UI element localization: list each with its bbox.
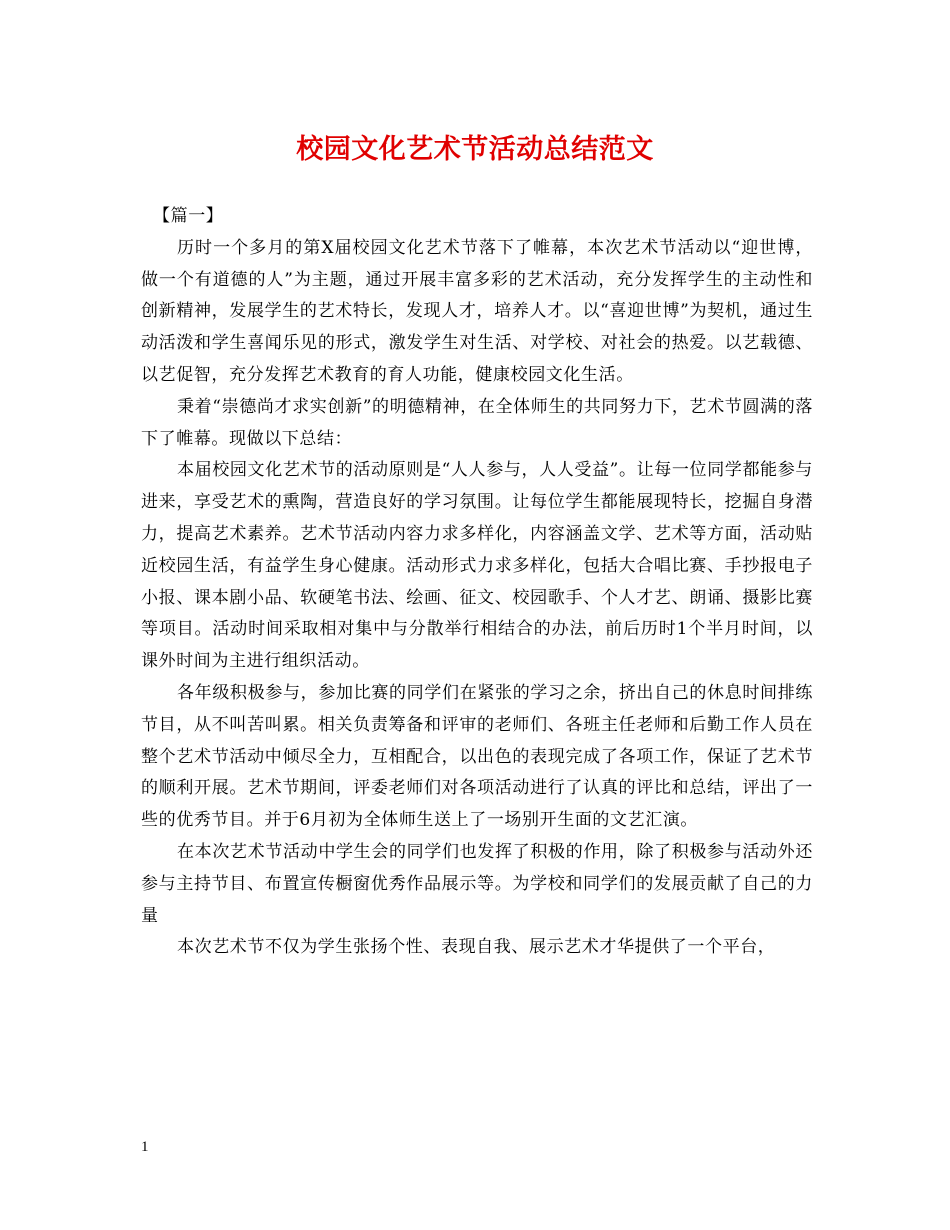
paragraph-3: 本届校园文化艺术节的活动原则是“人人参与，人人受益”。让每一位同学都能参与进来，享受艺术的熏陶，营造良好的学习氛围。让每位学生都能展现特长，挖掘自身潜力，提高艺术素养。艺术节活动内容力求多样化，内容涵盖文学、艺术等方面，活动贴近校园生活，有益学生身心健康。活动形式力求多样化，包括大合唱比赛、手抄报电子小报、课本剧小品、软硬笔书法、绘画、征文、校园歌手、个人才艺、朗诵、摄影比赛等项目。活动时间采取相对集中与分散举行相结合的办法，前后历时1个半月时间，以课外时间为主进行组织活动。 <box>141 460 813 672</box>
paragraph-1: 历时一个多月的第X届校园文化艺术节落下了帷幕，本次艺术节活动以“迎世博，做一个有道德的人”为主题，通过开展丰富多彩的艺术活动，充分发挥学生的主动性和创新精神，发展学生的艺术特长，发现人才，培养人才。以“喜迎世博”为契机，通过生动活泼和学生喜闻乐见的形式，激发学生对生活、对学校、对社会的热爱。以艺载德、以艺促智，充分发挥艺术教育的育人功能，健康校园文化生活。 <box>141 237 813 385</box>
document-body <box>141 201 813 964</box>
paragraph-5: 在本次艺术节活动中学生会的同学们也发挥了积极的作用，除了积极参与活动外还参与主持节目、布置宣传橱窗优秀作品展示等。为学校和同学们的发展贡献了自己的力量 <box>141 841 813 926</box>
paragraph-4: 各年级积极参与，参加比赛的同学们在紧张的学习之余，挤出自己的休息时间排练节目，从不叫苦叫累。相关负责筹备和评审的老师们、各班主任老师和后勤工作人员在整个艺术节活动中倾尽全力，互相配合，以出色的表现完成了各项工作，保证了艺术节的顺利开展。艺术节期间，评委老师们对各项活动进行了认真的评比和总结，评出了一些的优秀节目。并于6月初为全体师生送上了一场别开生面的文艺汇演。 <box>141 682 813 831</box>
document-title: 校园文化艺术节活动总结范文 <box>296 134 654 165</box>
paragraph-6: 本次艺术节不仅为学生张扬个性、表现自我、展示艺术才华提供了一个平台， <box>177 937 776 958</box>
section-label: 【篇一】 <box>153 206 224 226</box>
page-number: 1 <box>141 1139 149 1155</box>
paragraph-2: 秉着“崇德尚才求实创新”的明德精神，在全体师生的共同努力下，艺术节圆满的落下了帷幕。现做以下总结： <box>141 396 813 449</box>
